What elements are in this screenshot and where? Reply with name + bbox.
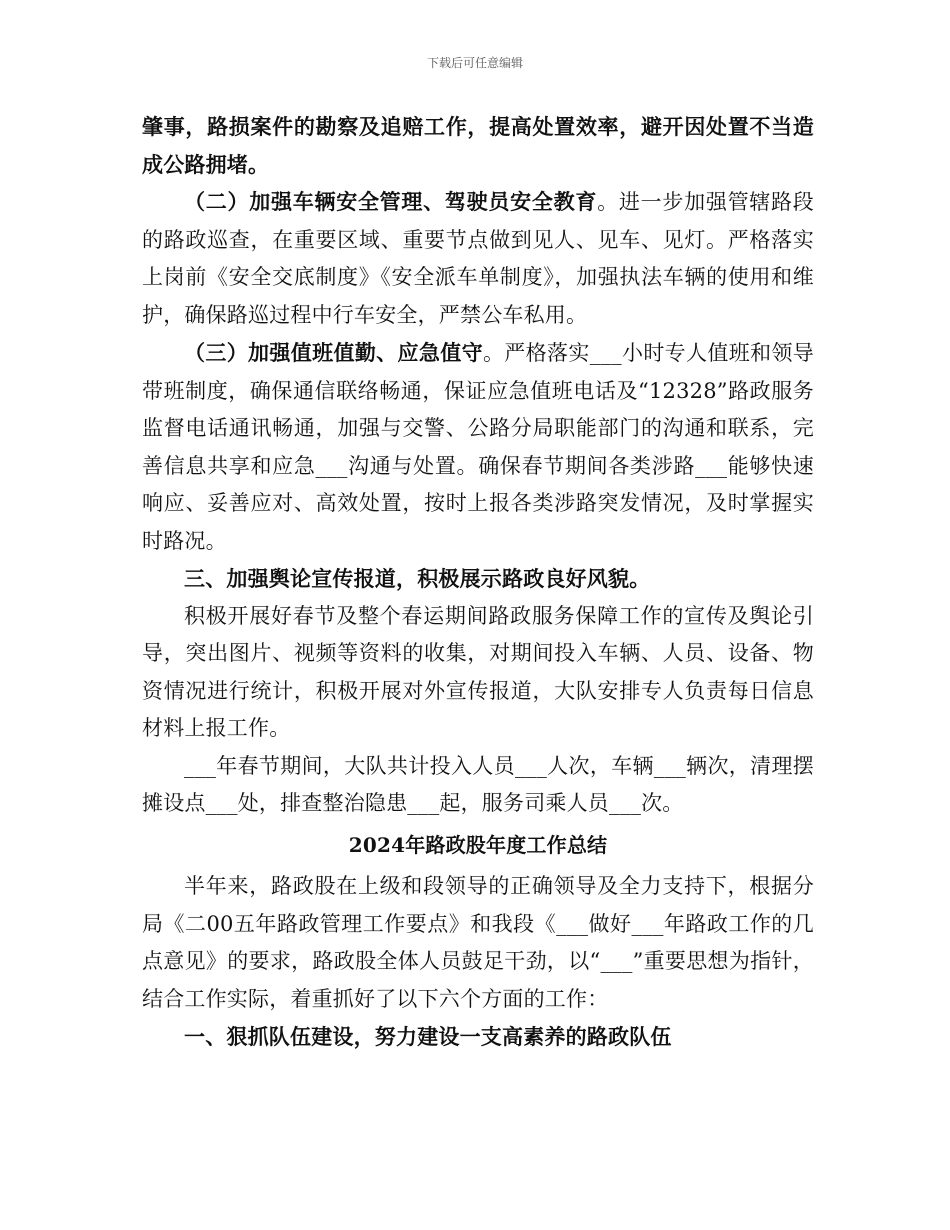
page-header-note: 下载后可任意编辑: [426, 56, 523, 70]
document-title: [142, 827, 814, 865]
paragraph-heading: （三）加强值班值勤、应急值守: [184, 340, 483, 365]
paragraph-duty: [142, 334, 814, 560]
paragraph-heading: （二）加强车辆安全管理、驾驶员安全教育: [184, 189, 598, 214]
paragraph-text: 半年来，路政股在上级和段领导的正确领导及全力支持下，根据分局《二00五年路政管理工作要点》和我段《___做好___年路政工作的几点意见》的要求，路政股全体人员鼓足干劲，以“___”重要思想为指针，结合工作实际，着重抓好了以下六个方面的工作：: [142, 874, 814, 1011]
paragraph-publicity: [142, 598, 814, 748]
paragraph-text: 。进一步加强管辖路段的路政巡查，在重要区域、重要节点做到见人、见车、见灯。严格落实上岗前《安全交底制度》《安全派车单制度》，加强执法车辆的使用和维护，确保路巡过程中行车安全，严禁公车私用。: [142, 190, 814, 327]
paragraph-text: 积极开展好春节及整个春运期间路政服务保障工作的宣传及舆论引导，突出图片、视频等资料的收集，对期间投入车辆、人员、设备、物资情况进行统计，积极开展对外宣传报道，大队安排专人负责每日信息材料上报工作。: [142, 603, 814, 740]
paragraph-text: ___年春节期间，大队共计投入人员___人次，车辆___辆次，清理摆摊设点___处，排查整治隐患___起，服务司乘人员___次。: [142, 753, 814, 815]
document-title-text: 2024年路政股年度工作总结: [348, 832, 608, 857]
paragraph-text: 。严格落实___小时专人值班和领导带班制度，确保通信联络畅通，保证应急值班电话及“12328”路政服务监督电话通讯畅通，加强与交警、公路分局职能部门的沟通和联系，完善信息共享和应急___沟通与处置。确保春节期间各类涉路___能够快速响应、妥善应对、高效处置，按时上报各类涉路突发情况，及时掌握实时路况。: [142, 341, 814, 553]
paragraph-vehicle-safety: [142, 183, 814, 334]
paragraph-text: 肇事，路损案件的勘察及追赔工作，提高处置效率，避开因处置不当造成公路拥堵。: [142, 114, 814, 177]
paragraph-continuation: [142, 108, 814, 183]
section-heading-text: 一、狠抓队伍建设，努力建设一支高素养的路政队伍: [184, 1024, 672, 1049]
paragraph-statistics: [142, 748, 814, 823]
section-heading-team: [142, 1018, 814, 1056]
document-body: [142, 108, 814, 1056]
section-heading-publicity: [142, 560, 814, 598]
section-heading-text: 三、加强舆论宣传报道，积极展示路政良好风貌。: [184, 566, 651, 591]
paragraph-intro: [142, 868, 814, 1018]
